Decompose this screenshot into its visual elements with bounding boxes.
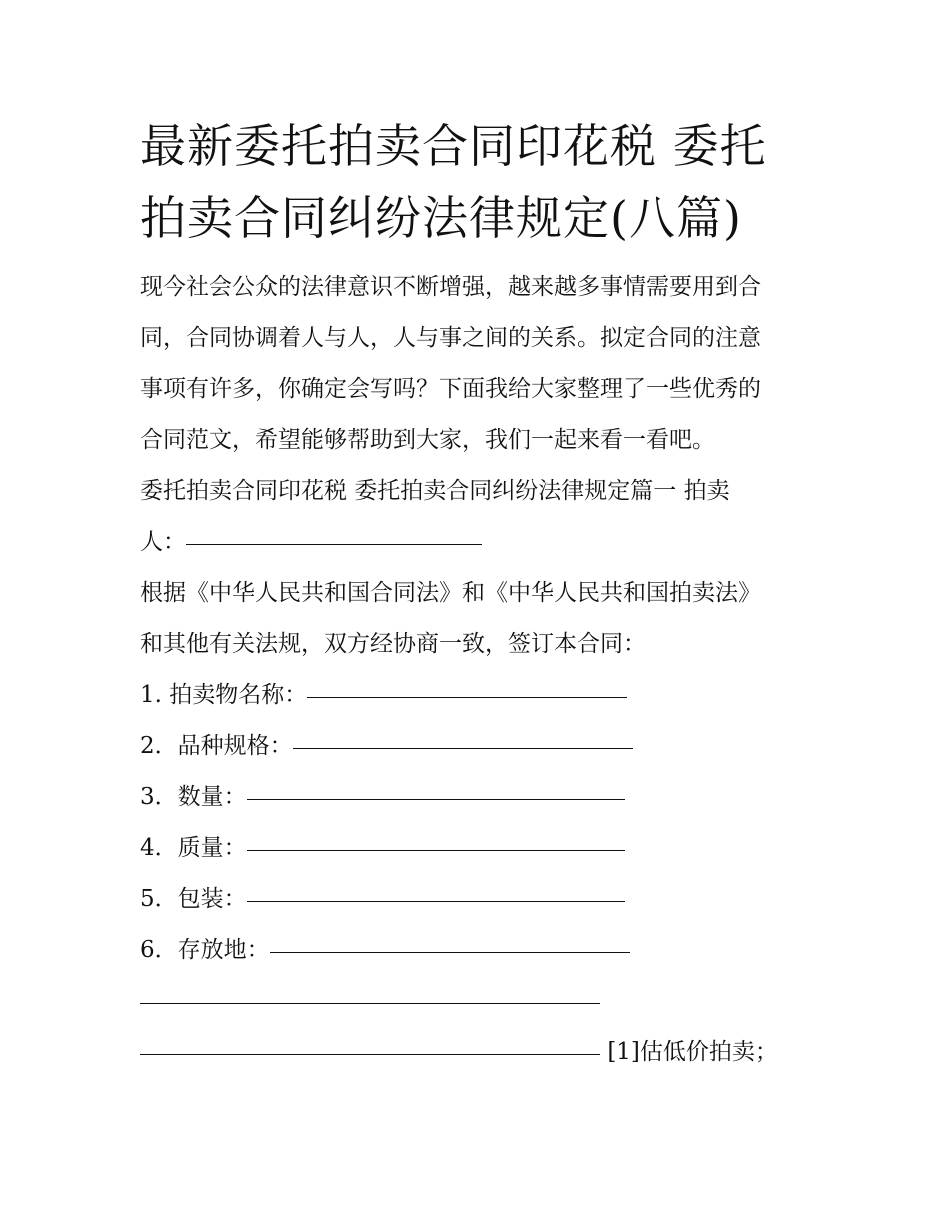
item-number: 6． (140, 937, 178, 963)
party-label: 人： (140, 529, 186, 555)
intro-line: 现今社会公众的法律意识不断增强，越来越多事情需要用到合 (140, 274, 761, 300)
document-page (140, 110, 816, 1078)
list-item (140, 772, 816, 823)
intro-paragraph (140, 262, 816, 466)
item-number: 5． (140, 886, 178, 912)
intro-line: 事项有许多，你确定会写吗？下面我给大家整理了一些优秀的 (140, 376, 761, 402)
title-line-1: 最新委托拍卖合同印花税 委托 (140, 119, 767, 173)
item-number: 1. (140, 682, 162, 708)
item-label: 存放地： (177, 937, 270, 963)
tail-line (140, 1027, 816, 1078)
tail-text: [1]估低价拍卖； (607, 1039, 778, 1065)
continuation-blank (140, 1053, 600, 1055)
list-item (140, 670, 816, 721)
item-label: 品种规格： (177, 733, 293, 759)
item-number: 3． (140, 784, 178, 810)
section-heading (140, 466, 816, 568)
item-blank (247, 798, 625, 800)
party-blank (186, 543, 482, 545)
party-line (140, 517, 816, 568)
basis-line: 和其他有关法规，双方经协商一致，签订本合同： (140, 631, 646, 657)
item-label: 包装： (177, 886, 247, 912)
section-heading-line: 委托拍卖合同印花税 委托拍卖合同纠纷法律规定篇一 拍卖 (140, 478, 730, 504)
list-item (140, 874, 816, 925)
item-list (140, 670, 816, 1078)
list-item (140, 721, 816, 772)
item-blank (293, 747, 633, 749)
item-blank (270, 951, 630, 953)
item-blank (307, 696, 627, 698)
item-label: 质量： (177, 835, 247, 861)
item-label: 拍卖物名称： (169, 682, 308, 708)
title-line-2: 拍卖合同纠纷法律规定(八篇) (140, 191, 742, 245)
item-blank (247, 900, 625, 902)
list-item (140, 925, 816, 976)
item-number: 2． (140, 733, 178, 759)
blank-line (140, 976, 816, 1027)
item-label: 数量： (177, 784, 247, 810)
basis-paragraph (140, 568, 816, 670)
continuation-blank (140, 1002, 600, 1004)
intro-line: 合同范文，希望能够帮助到大家，我们一起来看一看吧。 (140, 427, 715, 453)
item-blank (247, 849, 625, 851)
document-title (140, 110, 816, 254)
list-item (140, 823, 816, 874)
intro-line: 同，合同协调着人与人，人与事之间的关系。拟定合同的注意 (140, 325, 761, 351)
item-number: 4． (140, 835, 178, 861)
basis-line: 根据《中华人民共和国合同法》和《中华人民共和国拍卖法》 (140, 580, 761, 606)
